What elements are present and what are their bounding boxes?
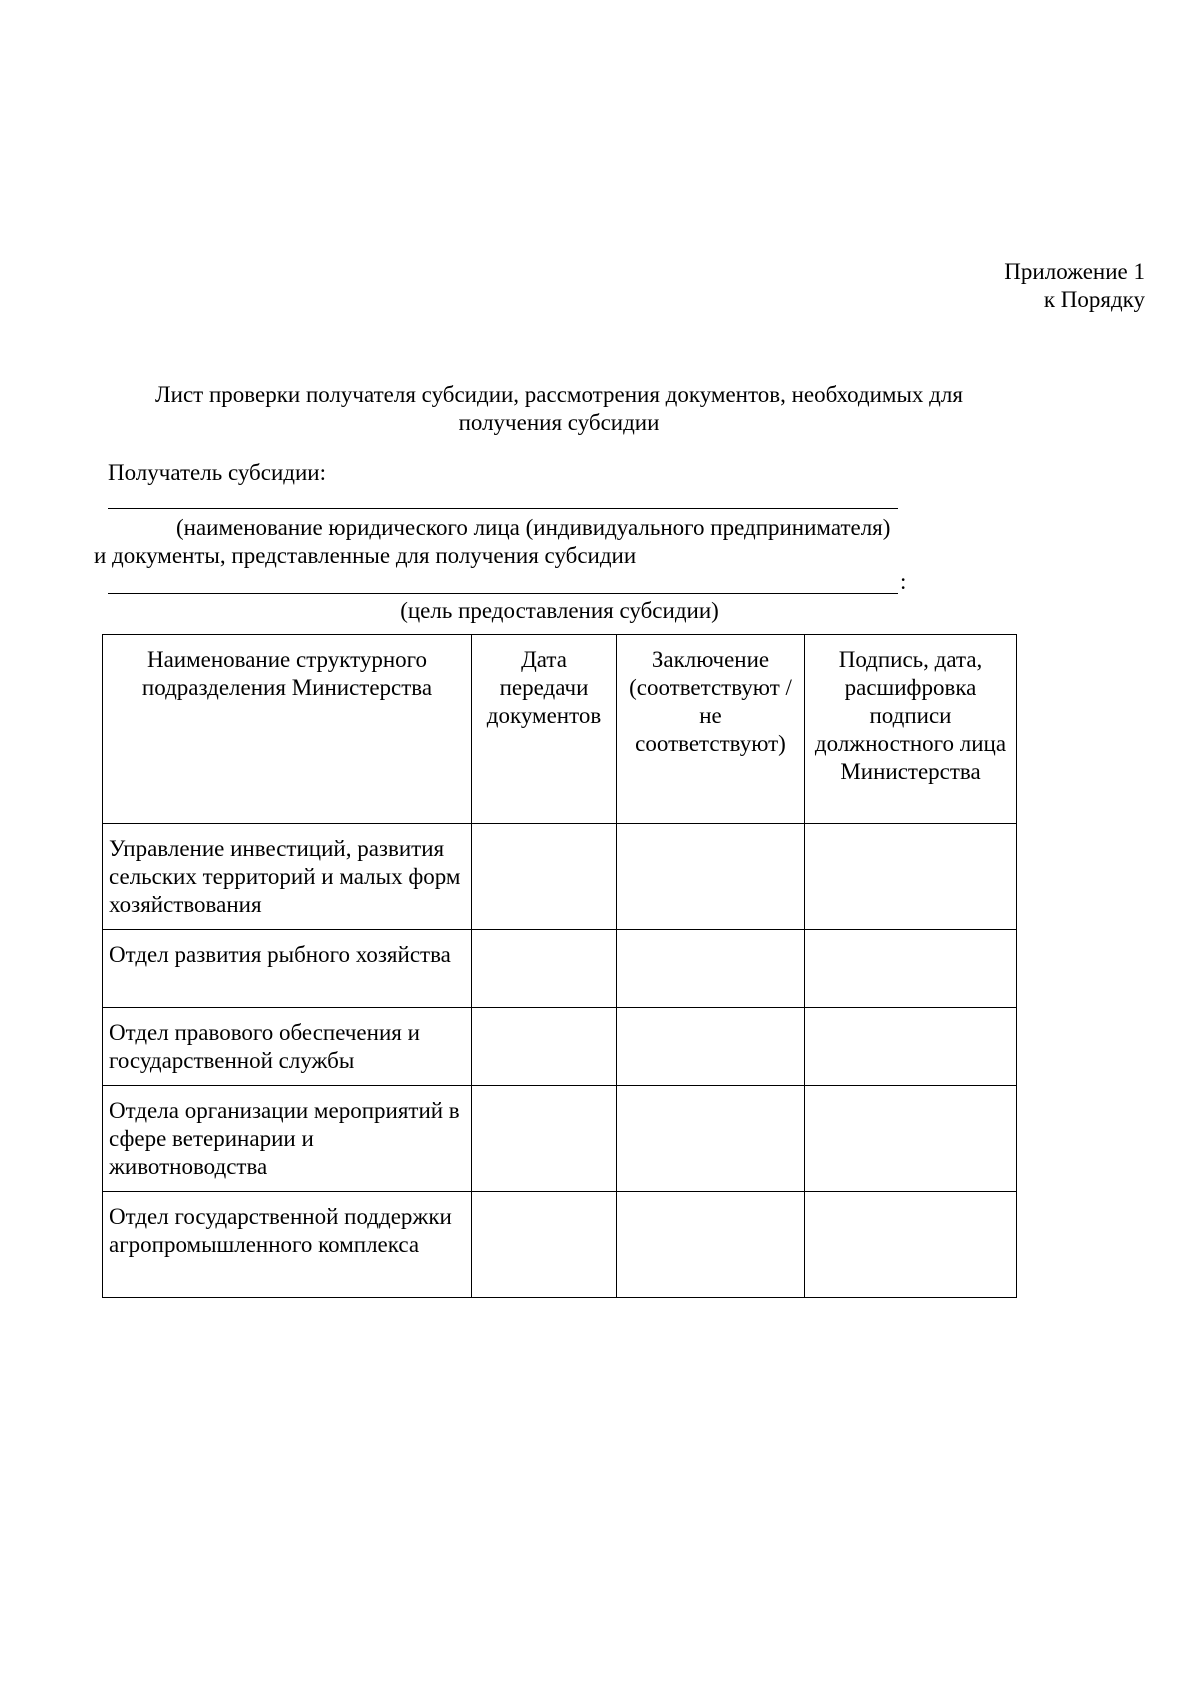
signature-cell[interactable] [805,1192,1017,1298]
transfer-date-cell[interactable] [472,930,617,1008]
header-signature: Подпись, дата, расшифровка подписи должностного лица Министерства [805,635,1017,824]
department-name: Отдел государственной поддержки агропромышленного комплекса [103,1192,472,1298]
recipient-label: Получатель субсидии: [108,460,326,485]
purpose-caption: (цель предоставления субсидии) [400,598,719,623]
signature-cell[interactable] [805,1086,1017,1192]
recipient-name-line [108,508,898,509]
header-conclusion: Заключение (соответствуют / не соответствуют) [617,635,805,824]
check-table [102,634,1017,1298]
conclusion-cell[interactable] [617,1192,805,1298]
conclusion-cell[interactable] [617,824,805,930]
table-row [103,930,1017,1008]
department-name: Отдел развития рыбного хозяйства [103,930,472,1008]
table-row [103,1086,1017,1192]
appendix-reference [1004,258,1145,314]
purpose-line [108,593,898,594]
appendix-number: Приложение 1 [1004,259,1145,284]
transfer-date-cell[interactable] [472,1008,617,1086]
conclusion-cell[interactable] [617,1086,805,1192]
table-row [103,1192,1017,1298]
table-header-row [103,635,1017,824]
signature-cell[interactable] [805,824,1017,930]
header-transfer-date: Дата передачи документов [472,635,617,824]
department-name: Отдел правового обеспечения и государственной службы [103,1008,472,1086]
purpose-colon: : [900,569,907,594]
signature-cell[interactable] [805,1008,1017,1086]
transfer-date-cell[interactable] [472,1192,617,1298]
table-row [103,824,1017,930]
signature-cell[interactable] [805,930,1017,1008]
conclusion-cell[interactable] [617,930,805,1008]
documents-line: и документы, представленные для получения субсидии [94,543,637,568]
transfer-date-cell[interactable] [472,1086,617,1192]
transfer-date-cell[interactable] [472,824,617,930]
recipient-caption: (наименование юридического лица (индивидуального предпринимателя) [176,515,891,540]
department-name: Отдела организации мероприятий в сфере ветеринарии и животноводства [103,1086,472,1192]
table-row [103,1008,1017,1086]
department-name: Управление инвестиций, развития сельских территорий и малых форм хозяйствования [103,824,472,930]
conclusion-cell[interactable] [617,1008,805,1086]
document-title: Лист проверки получателя субсидии, рассмотрения документов, необходимых для получения субсидии [155,382,963,435]
appendix-target: к Порядку [1043,287,1145,312]
header-department: Наименование структурного подразделения Министерства [103,635,472,824]
